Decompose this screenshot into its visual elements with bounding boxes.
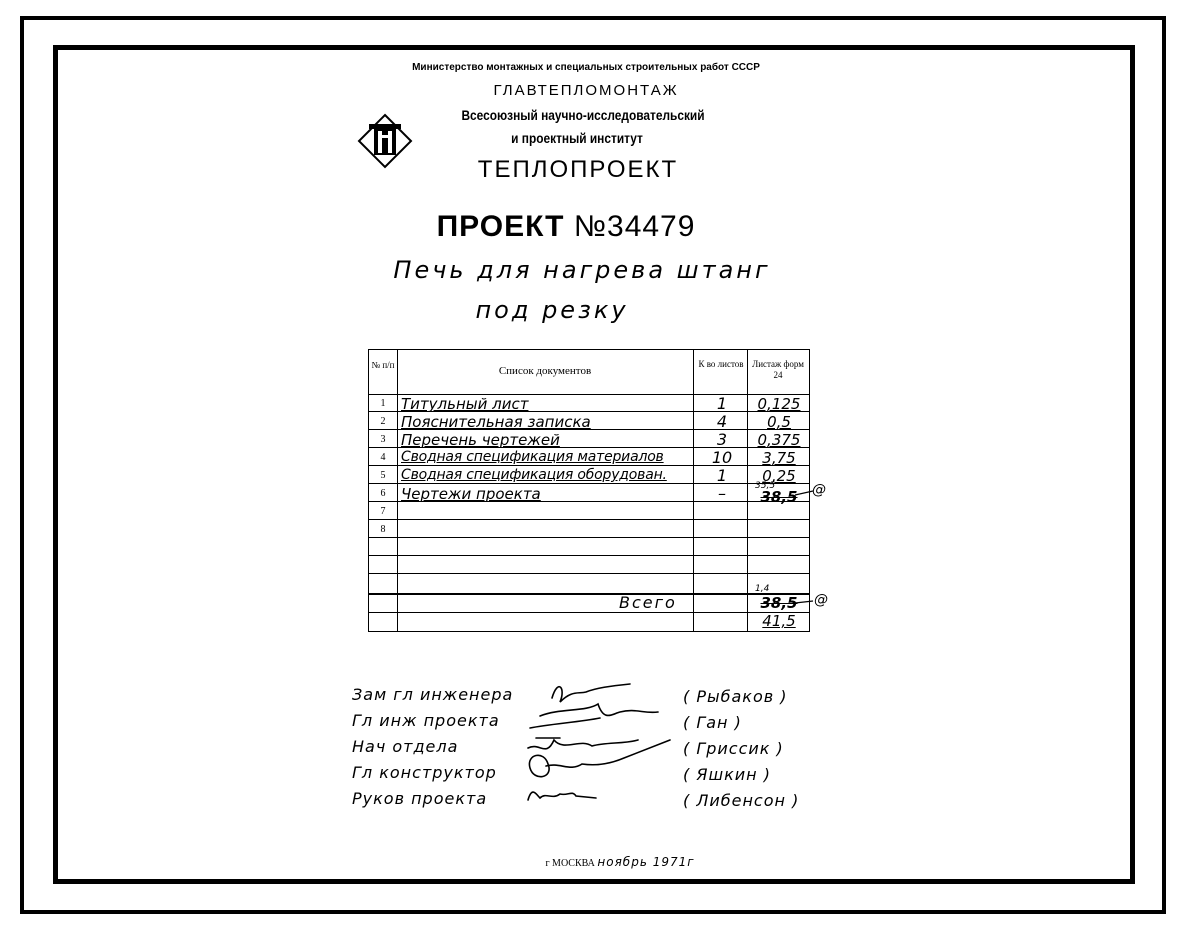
footer-city: г МОСКВА [545, 858, 595, 869]
row-sheets: 4 [716, 412, 728, 431]
row-format: 38,5 [760, 488, 798, 506]
total-final-value: 41,5 [762, 612, 796, 630]
row-title: Чертежи проекта [401, 485, 541, 503]
row-number: 8 [380, 524, 386, 535]
signature-name: ( Яшкин ) [683, 765, 771, 784]
row-sheets: 1 [716, 394, 728, 413]
signature-role: Руков проекта [352, 789, 488, 808]
row-number: 5 [380, 470, 386, 481]
row-number: 7 [380, 506, 386, 517]
table-row-line [369, 573, 809, 574]
revision-mark: @ [814, 592, 828, 608]
header-no: № п/п [371, 360, 395, 370]
documents-table [368, 349, 810, 632]
table-col-divider [397, 350, 398, 631]
row-format: 3,75 [762, 449, 796, 467]
row-number: 1 [380, 398, 386, 409]
row-format: 0,25 [762, 467, 796, 485]
row-number: 6 [380, 488, 386, 499]
row-sheets: 10 [711, 448, 733, 467]
revision-mark: @ [812, 482, 826, 498]
project-title-prefix: ПРОЕКТ [436, 210, 574, 243]
row-format: 0,125 [757, 395, 801, 413]
total-label: Всего [619, 593, 677, 612]
institute-line-1: Всесоюзный научно-исследовательский [461, 107, 705, 123]
table-row-line [369, 519, 809, 520]
row-title: Пояснительная записка [401, 413, 591, 431]
signature-name: ( Гриссик ) [683, 739, 784, 758]
row-format: 0,5 [767, 413, 791, 431]
total-correction: 1,4 [755, 584, 770, 594]
row-number: 2 [380, 416, 386, 427]
table-row-line [369, 612, 809, 613]
row-title: Сводная спецификация материалов [401, 449, 664, 465]
signature-name: ( Ган ) [683, 713, 742, 732]
institute-name: ТЕПЛОПРОЕКТ [477, 156, 679, 183]
signature-role: Гл конструктор [352, 763, 497, 782]
signature-name: ( Рыбаков ) [683, 687, 788, 706]
signature-role: Зам гл инженера [352, 685, 514, 704]
row-title: Перечень чертежей [401, 431, 560, 449]
row-title: Сводная спецификация оборудован. [401, 467, 667, 483]
ministry-line: Министерство монтажных и специальных строительных работ СССР [412, 62, 760, 73]
institute-line-2: и проектный институт [511, 130, 643, 146]
table-row-line [369, 593, 809, 595]
header-format: Листаж форм 24 [752, 359, 804, 380]
row-number: 3 [380, 434, 386, 445]
header-sheets: К во листов [698, 359, 744, 369]
glavk-line: ГЛАВТЕПЛОМОНТАЖ [493, 82, 679, 99]
institute-emblem-icon [357, 113, 413, 169]
header-title: Список документов [498, 365, 592, 377]
total-old-value: 38,5 [760, 594, 798, 612]
footer [545, 855, 694, 869]
signature-role: Нач отдела [352, 737, 459, 756]
handwritten-signatures [520, 668, 700, 818]
row-6-correction: 35,5 [755, 481, 776, 491]
table-col-divider [693, 350, 694, 631]
signature-name: ( Либенсон ) [683, 791, 800, 810]
row-sheets: 1 [716, 466, 728, 485]
project-number: №34479 [573, 210, 696, 243]
table-row-line [369, 537, 809, 538]
row-number: 4 [380, 452, 386, 463]
row-title: Титульный лист [401, 395, 529, 413]
footer-date: ноябрь 1971г [597, 855, 695, 869]
signature-role: Гл инж проекта [352, 711, 500, 730]
project-description-line-1: Печь для нагрева штанг [393, 256, 771, 284]
row-sheets: 3 [716, 430, 728, 449]
row-format: 0,375 [757, 431, 801, 449]
row-sheets: – [718, 484, 726, 503]
project-title [437, 210, 696, 244]
project-description-line-2: под резку [475, 296, 629, 324]
table-row-line [369, 555, 809, 556]
